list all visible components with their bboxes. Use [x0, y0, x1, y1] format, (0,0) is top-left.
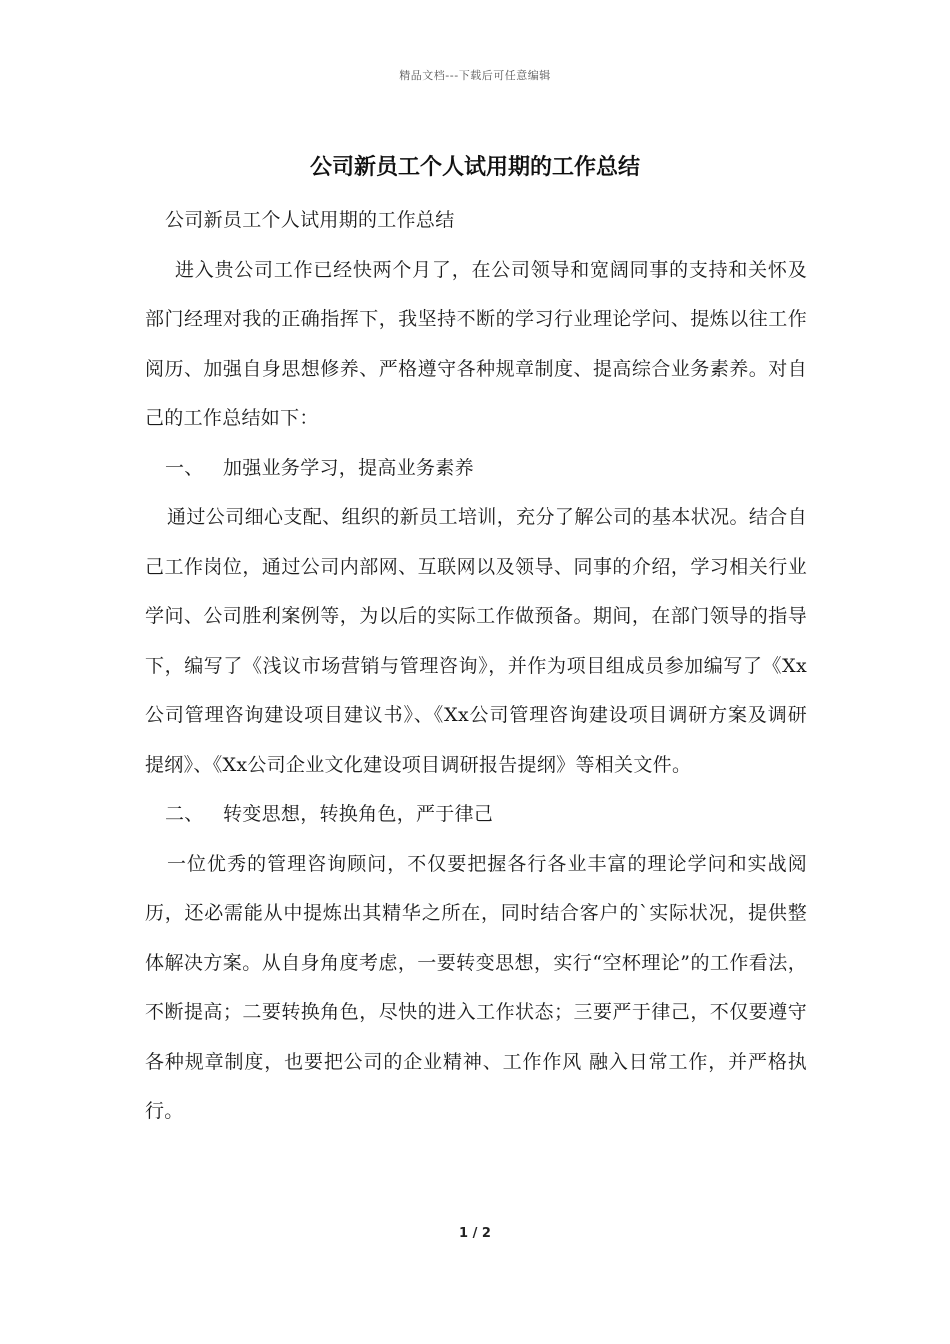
page-number: 1 / 2	[459, 1226, 491, 1241]
section-heading-text-2: 转变思想，转换角色，严于律己	[223, 803, 494, 825]
section-number-1: 一、	[165, 456, 204, 479]
page-header-watermark: 精品文档---下载后可任意编辑	[399, 69, 551, 82]
section-heading-1	[145, 444, 807, 494]
section-paragraph-2: 一位优秀的管理咨询顾问，不仅要把握各行各业丰富的理论学问和实战阅历，还必需能从中提炼出其精华之所在，同时结合客户的`实际状况，提供整体解决方案。从自身角度考虑，一要转变思想，实行“空杯理论”的工作看法，不断提高；二要转换角色，尽快的进入工作状态；三要严于律己，不仅要遵守各种规章制度，也要把公司的企业精神、工作作风 融入日常工作，并严格执行。	[145, 852, 807, 1122]
section-paragraph-1: 通过公司细心支配、组织的新员工培训，充分了解公司的基本状况。结合自己工作岗位，通过公司内部网、互联网以及领导、同事的介绍，学习相关行业学问、公司胜利案例等，为以后的实际工作做预备。期间，在部门领导的指导下，编写了《浅议市场营销与管理咨询》，并作为项目组成员参加编写了《Xx公司管理咨询建设项目建议书》、《Xx公司管理咨询建设项目调研方案及调研提纲》、《Xx公司企业文化建设项目调研报告提纲》等相关文件。	[145, 506, 807, 776]
document-title: 公司新员工个人试用期的工作总结	[309, 155, 640, 180]
section-number-2: 二、	[165, 803, 204, 825]
section-heading-text-1: 加强业务学习，提高业务素养	[223, 456, 474, 479]
document-subtitle: 公司新员工个人试用期的工作总结	[165, 209, 455, 231]
section-heading-2	[145, 790, 807, 840]
document-body	[145, 196, 807, 1137]
intro-paragraph: 进入贵公司工作已经快两个月了，在公司领导和宽阔同事的支持和关怀及部门经理对我的正确指挥下，我坚持不断的学习行业理论学问、提炼以往工作阅历、加强自身思想修养、严格遵守各种规章制度、提高综合业务素养。对自己的工作总结如下：	[145, 258, 807, 429]
